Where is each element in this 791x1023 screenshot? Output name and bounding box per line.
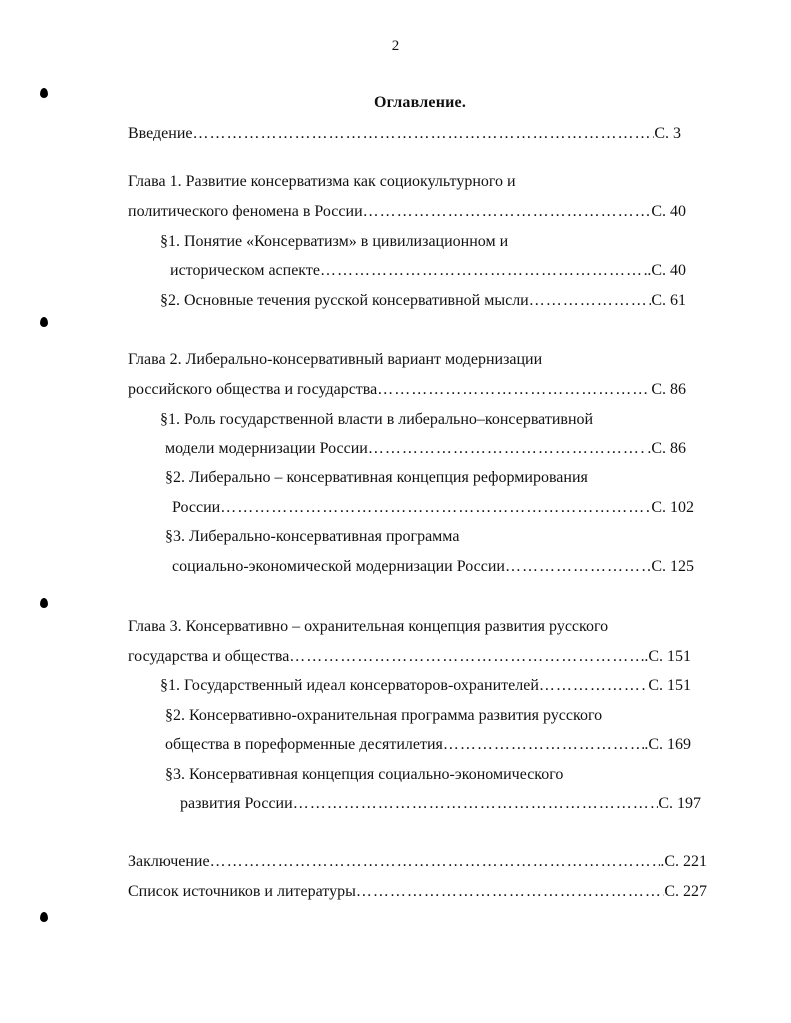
- toc-chapter-2-page: С. 86: [651, 381, 686, 398]
- leader-dots: [210, 852, 661, 872]
- toc-ch3-section-2: [165, 735, 691, 755]
- toc-ch2-section-2-line2: России: [172, 499, 221, 516]
- toc-ch1-section-1-page: .С. 40: [647, 262, 686, 279]
- toc-ch2-section-1-line2: модели модернизации России: [165, 440, 368, 457]
- margin-mark-2: [40, 317, 48, 327]
- toc-ch3-section-3: [180, 794, 701, 814]
- toc-chapter-3-line2: государства и общества: [128, 648, 290, 665]
- toc-ch2-section-1: [165, 439, 686, 459]
- leader-dots: [193, 124, 655, 144]
- toc-ch3-section-2-page: .С. 169: [644, 736, 691, 753]
- toc-entry-conclusion-label: Заключение: [128, 853, 210, 870]
- toc-ch2-section-3-page: С. 125: [651, 558, 694, 575]
- leader-dots: [293, 794, 659, 814]
- toc-ch2-section-2: [172, 498, 694, 518]
- toc-ch1-section-1: [170, 261, 686, 281]
- toc-entry-intro-label: Введение: [128, 125, 193, 142]
- toc-ch3-section-3-line1: §3. Консервативная концепция социально-экономического: [165, 766, 564, 783]
- leader-dots: [368, 439, 648, 459]
- toc-chapter-1-line2: политического феномена в России: [128, 203, 363, 220]
- toc-ch2-section-2-line1: §2. Либерально – консервативная концепция реформирования: [165, 469, 588, 486]
- leader-dots: [363, 202, 652, 222]
- leader-dots: [377, 380, 651, 400]
- toc-ch1-section-1-line1: §1. Понятие «Консерватизм» в цивилизационном и: [160, 233, 509, 250]
- leader-dots: [505, 557, 651, 577]
- toc-ch1-section-2-label: §2. Основные течения русской консервативной мысли: [160, 292, 529, 309]
- toc-ch3-section-3-line2: развития России: [180, 795, 293, 812]
- toc-chapter-3: [128, 647, 691, 667]
- toc-ch1-section-1-line2: историческом аспекте: [170, 262, 320, 279]
- toc-ch3-section-3-page: С. 197: [658, 795, 701, 812]
- leader-dots: [443, 735, 644, 755]
- toc-ch2-section-1-page: .С. 86: [647, 440, 686, 457]
- toc-ch2-section-3: [172, 557, 694, 577]
- toc-ch2-section-1-line1: §1. Роль государственной власти в либерально–консервативной: [160, 411, 594, 428]
- toc-ch2-section-3-line2: социально-экономической модернизации России: [172, 558, 505, 575]
- leader-dots: [529, 291, 652, 311]
- toc-ch2-section-2-page: С. 102: [651, 499, 694, 516]
- toc-chapter-2-line1: Глава 2. Либерально-консервативный вариант модернизации: [128, 351, 543, 368]
- toc-entry-intro-page: С. 3: [654, 125, 681, 142]
- toc-chapter-1-page: С. 40: [651, 203, 686, 220]
- leader-dots: [220, 498, 651, 518]
- toc-ch3-section-1-page: С. 151: [648, 677, 691, 694]
- toc-chapter-2: [128, 380, 686, 400]
- page-number: 2: [391, 38, 400, 54]
- leader-dots: [539, 676, 648, 696]
- toc-chapter-1: [128, 202, 686, 222]
- toc-chapter-2-line2: российского общества и государства: [128, 381, 378, 398]
- toc-chapter-3-page: .С. 151: [644, 648, 691, 665]
- toc-entry-sources-page: С. 227: [664, 883, 707, 900]
- toc-ch1-section-2-page: С. 61: [651, 292, 686, 309]
- toc-entry-sources-label: Список источников и литературы: [128, 883, 356, 900]
- margin-mark-3: [40, 598, 48, 608]
- toc-entry-conclusion-page: .С. 221: [660, 853, 707, 870]
- toc-title: Оглавление.: [373, 94, 467, 111]
- margin-mark-4: [40, 912, 48, 922]
- toc-ch1-section-2: [160, 291, 686, 311]
- toc-chapter-3-line1: Глава 3. Консервативно – охранительная концепция развития русского: [128, 618, 609, 635]
- leader-dots: [356, 882, 665, 902]
- leader-dots: [289, 647, 644, 667]
- toc-entry-conclusion: [128, 852, 707, 872]
- toc-ch3-section-2-line2: общества в пореформенные десятилетия: [165, 736, 443, 753]
- leader-dots: [320, 261, 647, 281]
- toc-ch3-section-1: [160, 676, 691, 696]
- toc-chapter-1-line1: Глава 1. Развитие консерватизма как социокультурного и: [128, 173, 516, 190]
- toc-ch2-section-3-line1: §3. Либерально-консервативная программа: [165, 528, 460, 545]
- toc-entry-intro: [128, 124, 681, 144]
- toc-ch3-section-2-line1: §2. Консервативно-охранительная программа развития русского: [165, 707, 603, 724]
- toc-ch3-section-1-label: §1. Государственный идеал консерваторов-охранителей: [160, 677, 539, 694]
- toc-entry-sources: [128, 882, 707, 902]
